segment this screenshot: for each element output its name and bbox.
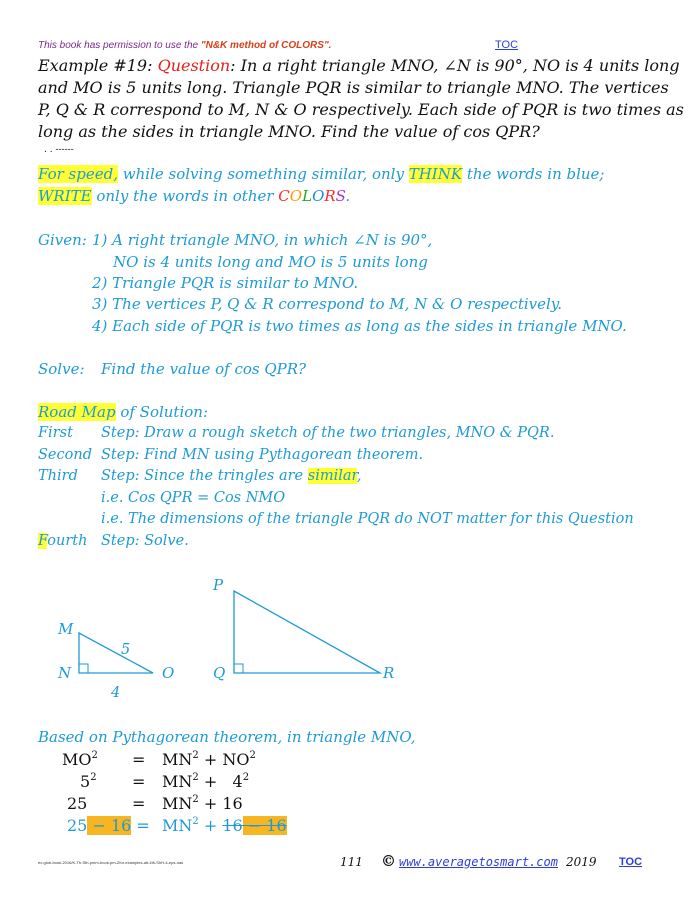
strike-16: 16 <box>222 816 243 835</box>
label-o: O <box>162 664 175 682</box>
colors-letter: O <box>312 187 325 205</box>
given-item-1b: NO is 4 units long and MO is 5 units long <box>113 253 428 271</box>
similar-highlight: similar <box>307 468 357 484</box>
eq-row-3-lhs: 25 <box>67 794 88 813</box>
colors-word <box>278 187 345 205</box>
step-third-text: Step: Since the tringles are similar, <box>101 468 362 484</box>
eq-row-3-eq: = <box>132 794 146 813</box>
step-fourth-text: Step: Solve. <box>101 533 189 549</box>
eq-row-2-rhs: $MN^2 + 4^2$ <box>162 772 250 791</box>
label-base-4: 4 <box>111 685 121 701</box>
speed-line-2: WRITE only the words in other COLORS. <box>38 187 351 205</box>
eq-row-2-eq: = <box>132 772 146 791</box>
colors-letter: R <box>324 187 336 205</box>
label-n: N <box>58 664 72 682</box>
footer-tiny-path: ex-glob-book-2016/K-Th-Sth-pmm-book-pm-Zfor-examples-alt-4th-ShH-4-eps-nas <box>38 860 184 865</box>
step-second-word: Second <box>38 447 92 463</box>
ie-line-2: i.e. The dimensions of the triangle PQR do NOT matter for this Question <box>101 511 634 527</box>
question-line-2: and MO is 5 units long. Triangle PQR is similar to triangle MNO. The vertices <box>38 78 669 97</box>
question-line-3: P, Q & R correspond to M, N & O respectively. Each side of PQR is two times as <box>38 100 684 119</box>
copyright-icon: © <box>381 852 396 870</box>
colors-letter: S <box>335 187 346 205</box>
colors-letter: O <box>289 187 303 205</box>
label-hyp-5: 5 <box>121 642 131 658</box>
permission-method: "N&K method of COLORS". <box>200 40 332 51</box>
eq-row-1-rhs: $MN^2 + NO^2$ <box>162 750 256 769</box>
permission-text: This book has permission to use the <box>38 40 201 51</box>
triangles-diagram <box>0 570 700 710</box>
eq-row-4-rhs: $MN^2 + 16 - 16$ <box>162 816 287 835</box>
triangle-pqr-shape <box>234 591 380 673</box>
write-highlight: WRITE <box>38 187 92 205</box>
given-item-3: 3) The vertices P, Q & R correspond to M, N & O respectively. <box>92 295 563 313</box>
eq-row-1-lhs: $MO^2$ <box>62 750 98 769</box>
given-item-2: 2) Triangle PQR is similar to MNO. <box>92 274 359 292</box>
triangle-mno <box>79 633 153 673</box>
step-second-text: Step: Find MN using Pythagorean theorem. <box>101 447 424 463</box>
label-q: Q <box>213 664 226 682</box>
triangle-pqr <box>234 591 380 673</box>
eq-row-3-rhs: $MN^2 + 16$ <box>162 794 243 813</box>
eq-row-4-lhs: 25 − 16 = <box>67 816 150 835</box>
right-angle-pqr <box>234 664 243 673</box>
triangle-mno-shape <box>79 633 153 673</box>
solve-text: Find the value of cos QPR? <box>101 360 307 378</box>
roadmap-title: Road Map of Solution: <box>38 403 209 421</box>
ie-line-1: i.e. Cos QPR = Cos NMO <box>101 490 286 506</box>
permission-line <box>38 40 331 51</box>
page-number: 111 <box>340 855 363 869</box>
toc-link-top[interactable]: TOC <box>495 39 519 51</box>
label-r: R <box>383 664 395 682</box>
question-word: Question <box>157 56 231 75</box>
step-third-word: Third <box>38 468 78 484</box>
question-line-1: Example #19: Question: In a right triangle MNO, ∠N is 90°, NO is 4 units long <box>38 56 680 75</box>
step-first-text: Step: Draw a rough sketch of the two triangles, MNO & PQR. <box>101 425 555 441</box>
eq-row-2-lhs: $5^2$ <box>80 772 97 791</box>
step-fourth-word: Fourth <box>38 533 88 549</box>
given-item-1: 1) A right triangle MNO, in which ∠N is 90°, <box>92 231 433 249</box>
given-item-4: 4) Each side of PQR is two times as long as the sides in triangle MNO. <box>92 317 627 335</box>
website-link[interactable]: www.averagetosmart.com <box>399 855 558 869</box>
strike-minus-16-highlight: − 16 <box>242 816 287 835</box>
solve-label: Solve: <box>38 360 85 378</box>
question-line-4: long as the sides in triangle MNO. Find the value of cos QPR? <box>38 122 540 141</box>
for-speed-highlight: For speed, <box>38 165 118 183</box>
example-label: Example #19: <box>38 56 158 75</box>
roadmap-highlight: Road Map <box>38 403 116 421</box>
colors-letter: C <box>278 187 290 205</box>
given-label: Given: <box>38 231 87 249</box>
label-p: P <box>213 576 224 594</box>
footer-year: 2019 <box>566 855 597 869</box>
minus-16-highlight-left: − 16 <box>87 816 132 835</box>
think-highlight: THINK <box>408 165 463 183</box>
eq-row-1-eq: = <box>132 750 146 769</box>
fourth-f-highlight: F <box>38 533 48 549</box>
colors-letter: L <box>302 187 313 205</box>
pythag-intro: Based on Pythagorean theorem, in triangle MNO, <box>38 728 416 746</box>
toc-link-bottom[interactable]: TOC <box>619 856 643 868</box>
right-angle-mno <box>79 664 88 673</box>
speed-line-1: For speed, while solving something similar, only THINK the words in blue; <box>38 165 605 183</box>
dots: . . ------ <box>44 145 74 155</box>
label-m: M <box>58 620 74 638</box>
step-first-word: First <box>38 425 73 441</box>
